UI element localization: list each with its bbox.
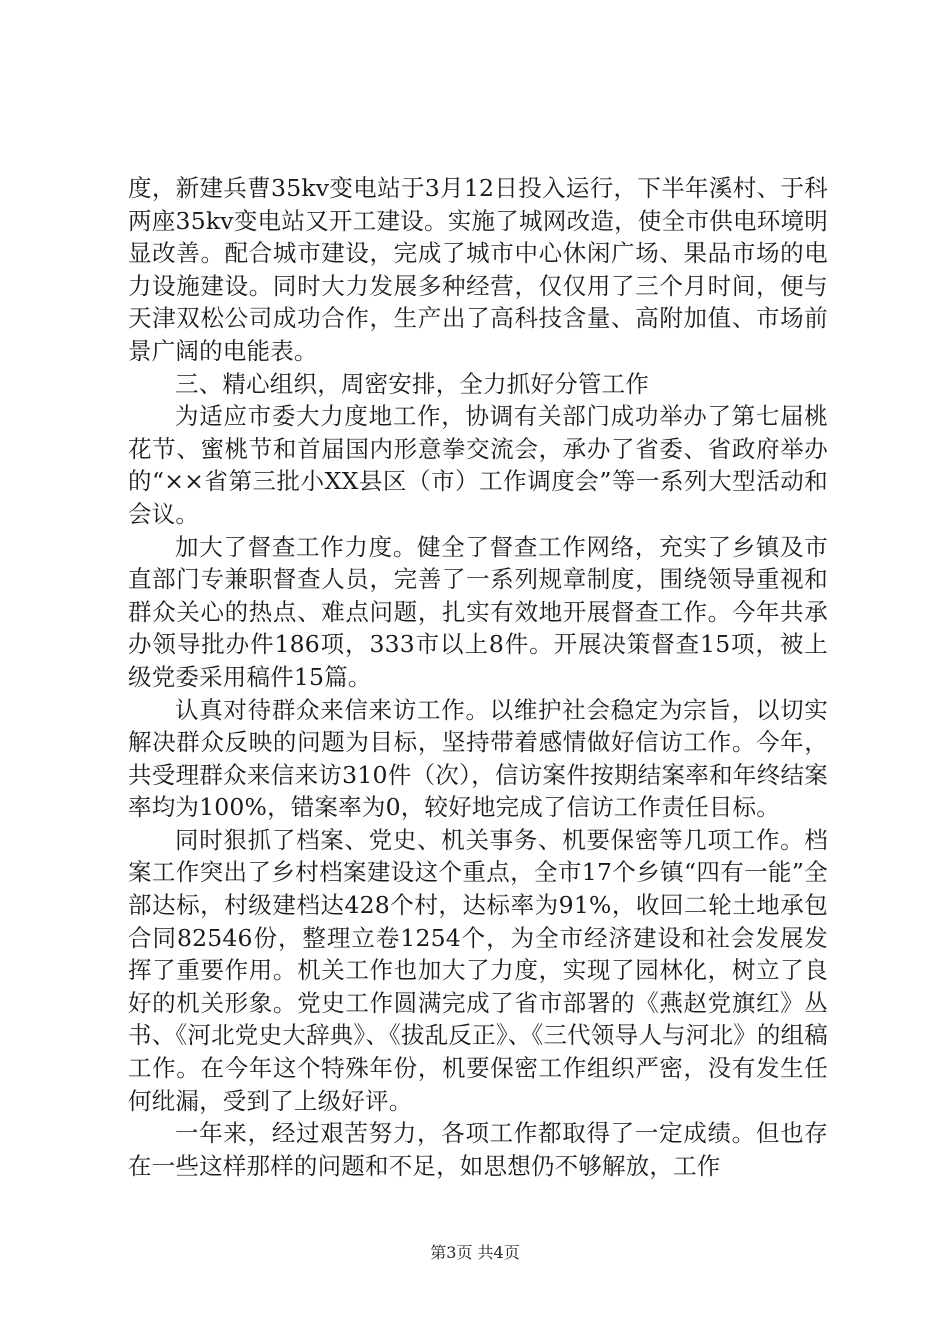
paragraph-4: 加大了督查工作力度。健全了督查工作网络，充实了乡镇及市直部门专兼职督查人员，完善了一系列规章制度，围绕领导重视和群众关心的热点、难点问题，扎实有效地开展督查工作。今年共承办领导批办件186项，333市以上8件。开展决策督查15项，被上级党委采用稿件15篇。	[128, 532, 828, 691]
paragraph-1: 度，新建兵曹35kv变电站于3月12日投入运行，下半年溪村、于科两座35kv变电站又开工建设。实施了城网改造，使全市供电环境明显改善。配合城市建设，完成了城市中心休闲广场、果品市场的电力设施建设。同时大力发展多种经营，仅仅用了三个月时间，便与天津双松公司成功合作，生产出了高科技含量、高附加值、市场前景广阔的电能表。	[128, 174, 828, 365]
section-heading: 三、精心组织，周密安排，全力抓好分管工作	[175, 369, 649, 398]
paragraph-7: 一年来，经过艰苦努力，各项工作都取得了一定成绩。但也存在一些这样那样的问题和不足，如思想仍不够解放，工作	[128, 1119, 828, 1180]
document-body	[128, 172, 828, 1182]
paragraph-5: 认真对待群众来信来访工作。以维护社会稳定为宗旨，以切实解决群众反映的问题为目标，坚持带着感情做好信访工作。今年，共受理群众来信来访310件（次），信访案件按期结案率和年终结案率均为100%，错案率为0，较好地完成了信访工作责任目标。	[128, 695, 828, 822]
paragraph-3: 为适应市委大力度地工作，协调有关部门成功举办了第七届桃花节、蜜桃节和首届国内形意拳交流会，承办了省委、省政府举办的“××省第三批小XX县区（市）工作调度会”等一系列大型活动和会议。	[128, 402, 828, 528]
paragraph-6: 同时狠抓了档案、党史、机关事务、机要保密等几项工作。档案工作突出了乡村档案建设这个重点，全市17个乡镇“四有一能”全部达标，村级建档达428个村，达标率为91%，收回二轮土地承包合同82546份，整理立卷1254个，为全市经济建设和社会发展发挥了重要作用。机关工作也加大了力度，实现了园林化，树立了良好的机关形象。党史工作圆满完成了省市部署的《燕赵党旗红》丛书、《河北党史大辞典》、《拔乱反正》、《三代领导人与河北》的组稿工作。在今年这个特殊年份，机要保密工作组织严密，没有发生任何纰漏，受到了上级好评。	[128, 825, 828, 1115]
page-footer: 第3页 共4页	[430, 1243, 520, 1262]
